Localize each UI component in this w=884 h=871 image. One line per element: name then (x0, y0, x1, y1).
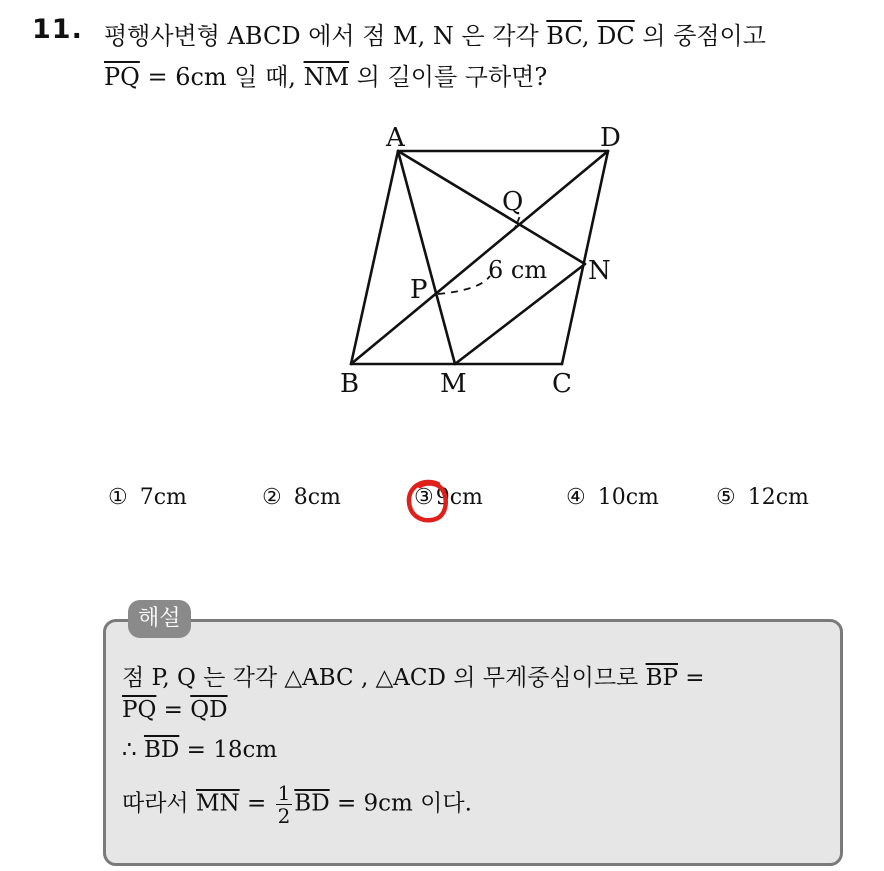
choice-text: 10cm (597, 485, 659, 510)
fraction-denominator: 2 (277, 804, 291, 828)
label-q: Q (502, 187, 524, 217)
choice-2[interactable] (262, 485, 341, 510)
choice-5[interactable] (716, 485, 809, 510)
segment-am (398, 151, 455, 364)
fraction-numerator: 1 (277, 781, 291, 805)
segment-bd: $\overline{BD}$ (143, 737, 180, 763)
question-text-line-2 (104, 57, 547, 92)
segment-pq: $\overline{PQ}$ (104, 63, 140, 91)
explanation-text: = 18cm (179, 737, 278, 763)
explanation-text: = (677, 665, 705, 691)
question-number: 11. (32, 14, 83, 45)
label-n: N (588, 256, 611, 286)
segment-qd: $\overline{QD}$ (190, 697, 228, 723)
explanation-line-4 (122, 782, 472, 827)
label-b: B (340, 369, 360, 398)
choice-text: 9cm (435, 485, 483, 510)
question-text-line-1 (104, 16, 766, 51)
choice-4[interactable] (566, 485, 659, 510)
choice-text: 8cm (293, 485, 341, 510)
explanation-text: 점 P, Q 는 각각 △ABC , △ACD 의 무게중심이므로 (122, 665, 646, 691)
choice-1[interactable] (108, 485, 187, 510)
segment-bp: $\overline{BP}$ (645, 665, 678, 691)
choice-number: ④ (566, 485, 586, 510)
segment-dc: $\overline{DC}$ (597, 22, 635, 50)
explanation-text: = (156, 697, 191, 723)
question-text-part: 평행사변형 ABCD 에서 점 M, N 은 각각 (104, 22, 547, 50)
segment-bc: $\overline{BC}$ (546, 22, 582, 50)
explanation-text: = 9cm 이다. (329, 790, 472, 817)
fraction-half (276, 782, 293, 827)
answer-circle-mark (404, 478, 452, 526)
explanation-line-3 (122, 737, 277, 763)
measure-label: 6 cm (488, 256, 548, 284)
parallelogram-figure (330, 118, 640, 398)
label-m: M (440, 369, 467, 398)
choice-text: 7cm (139, 485, 187, 510)
choice-number: ⑤ (716, 485, 736, 510)
explanation-line-1 (122, 659, 705, 692)
choice-text: 12cm (747, 485, 809, 510)
explanation-text: = (239, 790, 274, 817)
segment-pq: $\overline{PQ}$ (122, 697, 157, 723)
choice-number: ③ (414, 485, 434, 510)
explanation-line-2 (122, 697, 228, 723)
segment-bd: $\overline{BD}$ (294, 790, 330, 817)
label-c: C (552, 369, 572, 398)
segment-mn: $\overline{MN}$ (195, 790, 240, 817)
choice-number: ② (262, 485, 282, 510)
label-d: D (600, 123, 621, 153)
choice-number: ① (108, 485, 128, 510)
label-a: A (386, 123, 405, 153)
therefore-symbol: ∴ (122, 737, 144, 763)
question-text-part: , (581, 22, 598, 50)
question-text-part: = 6cm 일 때, (139, 63, 304, 91)
explanation-tab: 해설 (128, 600, 191, 638)
segment-nm: $\overline{NM}$ (303, 63, 350, 91)
question-text-part: 의 중점이고 (634, 22, 766, 50)
label-p: P (410, 275, 428, 305)
question-text-part: 의 길이를 구하면? (349, 63, 548, 91)
explanation-text: 따라서 (122, 790, 196, 817)
